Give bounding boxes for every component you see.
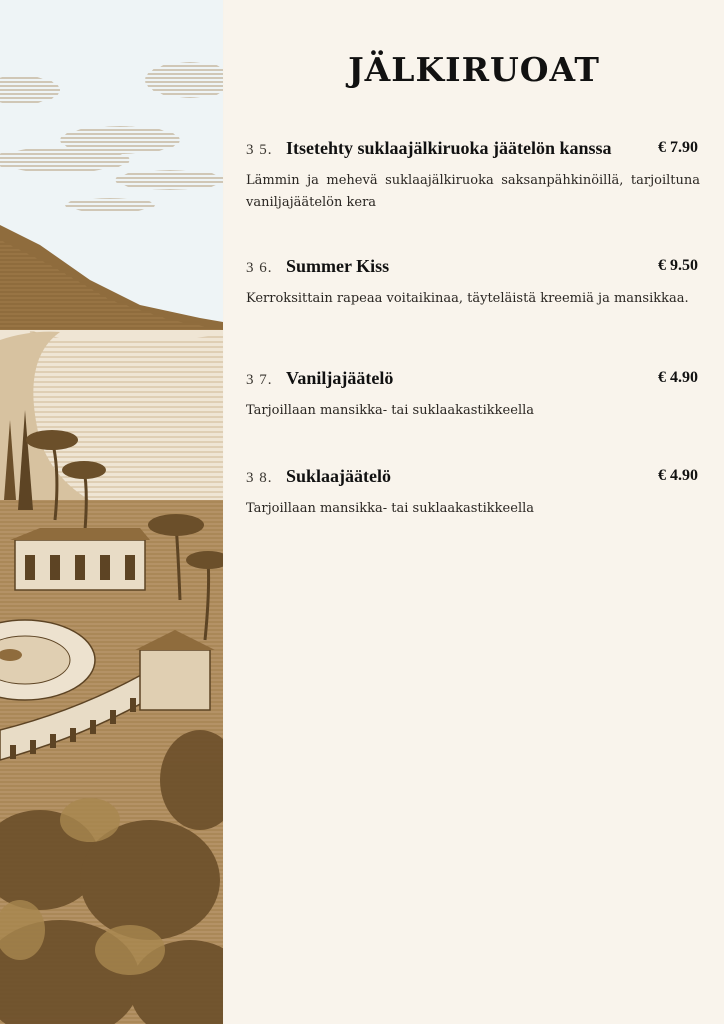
menu-item bbox=[246, 138, 700, 214]
item-description: Tarjoillaan mansikka- tai suklaakastikkeella bbox=[246, 403, 535, 418]
item-description: Lämmin ja mehevä suklaajälkiruoka saksanpähkinöillä, tarjoiltuna vaniljajäätelön kera bbox=[246, 173, 700, 210]
page-title: JÄLKIRUOAT bbox=[348, 50, 600, 89]
item-number: 3 8. bbox=[246, 470, 273, 486]
item-name: Summer Kiss bbox=[286, 256, 390, 276]
menu-item bbox=[246, 466, 700, 520]
item-name: Vaniljajäätelö bbox=[286, 368, 394, 388]
coastal-villa-engraving bbox=[0, 0, 223, 1024]
item-description: Tarjoillaan mansikka- tai suklaakastikkeella bbox=[246, 501, 535, 516]
engraving-illustration bbox=[0, 0, 223, 1024]
item-number: 3 5. bbox=[246, 142, 273, 158]
item-price: € 4.90 bbox=[658, 369, 698, 386]
item-name: Itsetehty suklaajälkiruoka jäätelön kanssa bbox=[286, 138, 612, 158]
item-price: € 4.90 bbox=[658, 467, 698, 484]
item-number: 3 6. bbox=[246, 260, 273, 276]
item-price: € 9.50 bbox=[658, 257, 698, 274]
item-price: € 7.90 bbox=[658, 139, 698, 156]
menu-page bbox=[224, 0, 724, 1024]
menu-item bbox=[246, 256, 700, 310]
item-description: Kerroksittain rapeaa voitaikinaa, täyteläistä kreemiä ja mansikkaa. bbox=[246, 291, 689, 306]
item-name: Suklaajäätelö bbox=[286, 466, 392, 486]
item-number: 3 7. bbox=[246, 372, 273, 388]
menu-item bbox=[246, 368, 700, 422]
